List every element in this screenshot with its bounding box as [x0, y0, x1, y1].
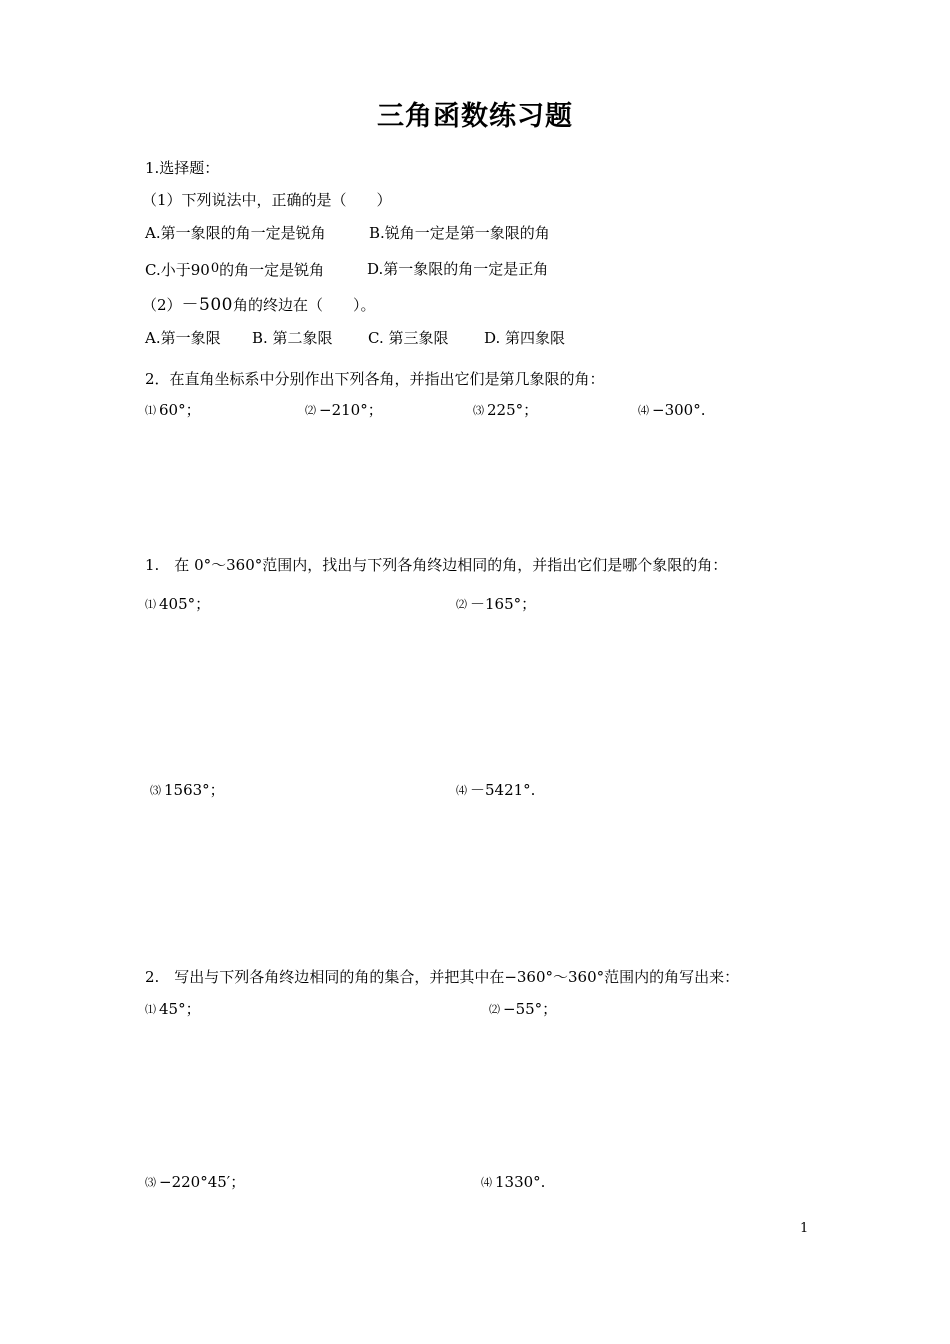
s4-item-1	[145, 1000, 201, 1019]
q2-suffix: 角的终边在（ ）。	[233, 296, 376, 314]
q2-prefix: （2）	[142, 296, 182, 314]
q1-option-c-degree: 0	[210, 261, 220, 276]
s3-item-2-value: －165°；	[470, 595, 537, 613]
q2-option-d: D. 第四象限	[484, 329, 566, 347]
s3-item-2	[456, 595, 536, 614]
s2-item-1	[145, 401, 201, 420]
s4-item-2	[489, 1000, 557, 1019]
q2-option-b: B. 第二象限	[252, 329, 333, 347]
s4-item-3-value: −220°45′；	[159, 1173, 246, 1191]
s4-item-4-value: 1330°.	[495, 1173, 546, 1191]
s4-item-2-label: ⑵	[489, 1003, 500, 1016]
s3-item-2-label: ⑵	[456, 598, 467, 611]
s2-item-4	[638, 401, 705, 420]
s3-item-1-value: 405°；	[159, 595, 211, 613]
s3-item-3	[150, 781, 225, 800]
s4-item-4-label: ⑷	[481, 1176, 492, 1189]
s3-item-4-label: ⑷	[456, 784, 467, 797]
s3-item-1	[145, 595, 210, 614]
section2-heading: 2．在直角坐标系中分别作出下列各角，并指出它们是第几象限的角：	[145, 370, 605, 388]
s2-item-2-value: −210°；	[319, 401, 383, 419]
s2-item-3	[473, 401, 538, 420]
q1-option-b: B.锐角一定是第一象限的角	[369, 224, 550, 242]
s3-item-3-label: ⑶	[150, 784, 161, 797]
section1-heading: 1.选择题：	[145, 159, 220, 177]
s2-item-3-label: ⑶	[473, 404, 484, 417]
s3-item-1-label: ⑴	[145, 598, 156, 611]
s3-item-4-value: －5421°.	[470, 781, 536, 799]
q1-stem: （1）下列说法中，正确的是（ ）	[142, 191, 392, 209]
s4-item-4	[481, 1173, 545, 1192]
q2-stem	[142, 296, 376, 314]
s2-item-4-label: ⑷	[638, 404, 649, 417]
q2-option-a: A.第一象限	[145, 329, 221, 347]
s2-item-1-label: ⑴	[145, 404, 156, 417]
q1-option-d: D.第一象限的角一定是正角	[367, 260, 549, 278]
q1-option-c-prefix: C.小于	[145, 261, 191, 279]
page-number: 1	[800, 1221, 809, 1236]
s2-item-1-value: 60°；	[159, 401, 201, 419]
page-title: 三角函数练习题	[377, 101, 573, 132]
section4-heading: 2. 写出与下列各角终边相同的角的集合，并把其中在−360°～360°范围内的角写出来：	[145, 968, 740, 986]
s2-item-2-label: ⑵	[305, 404, 316, 417]
s4-item-2-value: −55°；	[503, 1000, 558, 1018]
s4-item-3-label: ⑶	[145, 1176, 156, 1189]
q1-option-a: A.第一象限的角一定是锐角	[145, 224, 326, 242]
s2-item-3-value: 225°；	[487, 401, 539, 419]
s3-item-4	[456, 781, 535, 800]
s4-item-3	[145, 1173, 245, 1192]
q1-option-c-angle: 90	[190, 261, 210, 279]
q1-option-c	[145, 260, 324, 279]
s4-item-1-value: 45°；	[159, 1000, 201, 1018]
q2-option-c: C. 第三象限	[368, 329, 449, 347]
section3-heading: 1. 在 0°～360°范围内，找出与下列各角终边相同的角，并指出它们是哪个象限的角：	[145, 556, 728, 574]
s2-item-4-value: −300°.	[652, 401, 706, 419]
q2-angle: －500	[181, 295, 233, 315]
s2-item-2	[305, 401, 383, 420]
s4-item-1-label: ⑴	[145, 1003, 156, 1016]
q1-option-c-suffix: 的角一定是锐角	[219, 261, 325, 279]
s3-item-3-value: 1563°；	[164, 781, 225, 799]
